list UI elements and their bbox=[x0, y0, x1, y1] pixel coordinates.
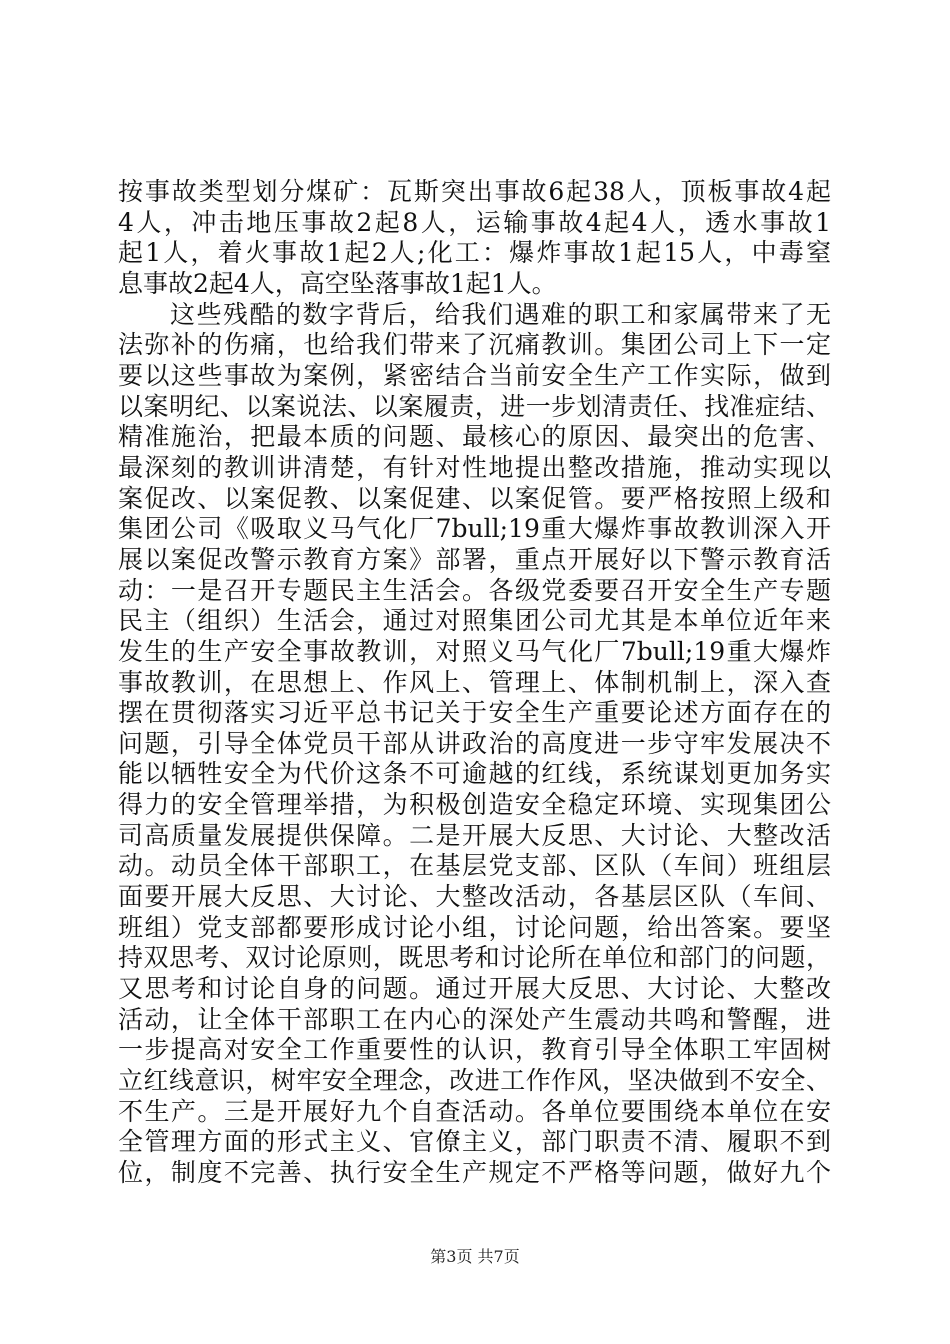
text-line: 得力的安全管理举措，为积极创造安全稳定环境、实现集团公 bbox=[118, 790, 831, 820]
text-line: 案促改、以案促教、以案促建、以案促管。要严格按照上级和 bbox=[118, 483, 831, 513]
text-line: 按事故类型划分煤矿：瓦斯突出事故6起38人，顶板事故4起 bbox=[118, 177, 831, 206]
text-line: 摆在贯彻落实习近平总书记关于安全生产重要论述方面存在的 bbox=[118, 698, 831, 728]
page-number-footer: 第3页 共7页 bbox=[430, 1247, 520, 1266]
text-line: 精准施治，把最本质的问题、最核心的原因、最突出的危害、 bbox=[118, 422, 831, 452]
text-line: 不生产。三是开展好九个自查活动。各单位要围绕本单位在安 bbox=[118, 1096, 831, 1126]
text-line: 民主（组织）生活会，通过对照集团公司尤其是本单位近年来 bbox=[118, 606, 831, 636]
text-line: 发生的生产安全事故教训，对照义马气化厂7bull;19重大爆炸 bbox=[118, 636, 831, 666]
text-line: 动。动员全体干部职工，在基层党支部、区队（车间）班组层 bbox=[118, 851, 831, 881]
text-line: 持双思考、双讨论原则，既思考和讨论所在单位和部门的问题， bbox=[118, 943, 831, 973]
text-line: 以案明纪、以案说法、以案履责，进一步划清责任、找准症结、 bbox=[118, 391, 831, 421]
text-line: 能以牺牲安全为代价这条不可逾越的红线，系统谋划更加务实 bbox=[118, 759, 831, 789]
text-line: 4人，冲击地压事故2起8人，运输事故4起4人，透水事故1 bbox=[118, 207, 831, 237]
paragraph bbox=[118, 177, 831, 300]
text-line: 最深刻的教训讲清楚，有针对性地提出整改措施，推动实现以 bbox=[118, 452, 831, 482]
document-body bbox=[118, 177, 831, 1189]
text-line: 息事故2起4人，高空坠落事故1起1人。 bbox=[118, 268, 557, 298]
text-line: 全管理方面的形式主义、官僚主义，部门职责不清、履职不到 bbox=[118, 1127, 831, 1157]
text-line: 要以这些事故为案例，紧密结合当前安全生产工作实际，做到 bbox=[118, 360, 831, 390]
text-line: 立红线意识，树牢安全理念，改进工作作风，坚决做到不安全、 bbox=[118, 1066, 831, 1096]
text-line: 集团公司《吸取义马气化厂7bull;19重大爆炸事故教训深入开 bbox=[118, 514, 831, 544]
text-line: 问题，引导全体党员干部从讲政治的高度进一步守牢发展决不 bbox=[118, 728, 831, 758]
text-line: 司高质量发展提供保障。二是开展大反思、大讨论、大整改活 bbox=[118, 820, 831, 850]
text-line: 起1人，着火事故1起2人;化工：爆炸事故1起15人，中毒窒 bbox=[118, 238, 831, 268]
text-line: 这些残酷的数字背后，给我们遇难的职工和家属带来了无 bbox=[170, 299, 831, 329]
paragraph bbox=[118, 300, 831, 1189]
text-line: 活动，让全体干部职工在内心的深处产生震动共鸣和警醒，进 bbox=[118, 1004, 831, 1034]
text-line: 展以案促改警示教育方案》部署，重点开展好以下警示教育活 bbox=[118, 544, 831, 574]
text-line: 班组）党支部都要形成讨论小组，讨论问题，给出答案。要坚 bbox=[118, 912, 831, 942]
text-line: 法弥补的伤痛，也给我们带来了沉痛教训。集团公司上下一定 bbox=[118, 330, 831, 360]
text-line: 事故教训，在思想上、作风上、管理上、体制机制上，深入查 bbox=[118, 667, 831, 697]
text-line: 又思考和讨论自身的问题。通过开展大反思、大讨论、大整改 bbox=[118, 974, 831, 1004]
text-line: 一步提高对安全工作重要性的认识，教育引导全体职工牢固树 bbox=[118, 1035, 831, 1065]
text-line: 动：一是召开专题民主生活会。各级党委要召开安全生产专题 bbox=[118, 575, 831, 605]
text-line: 位，制度不完善、执行安全生产规定不严格等问题，做好九个 bbox=[118, 1158, 831, 1187]
text-line: 面要开展大反思、大讨论、大整改活动，各基层区队（车间、 bbox=[118, 882, 831, 912]
